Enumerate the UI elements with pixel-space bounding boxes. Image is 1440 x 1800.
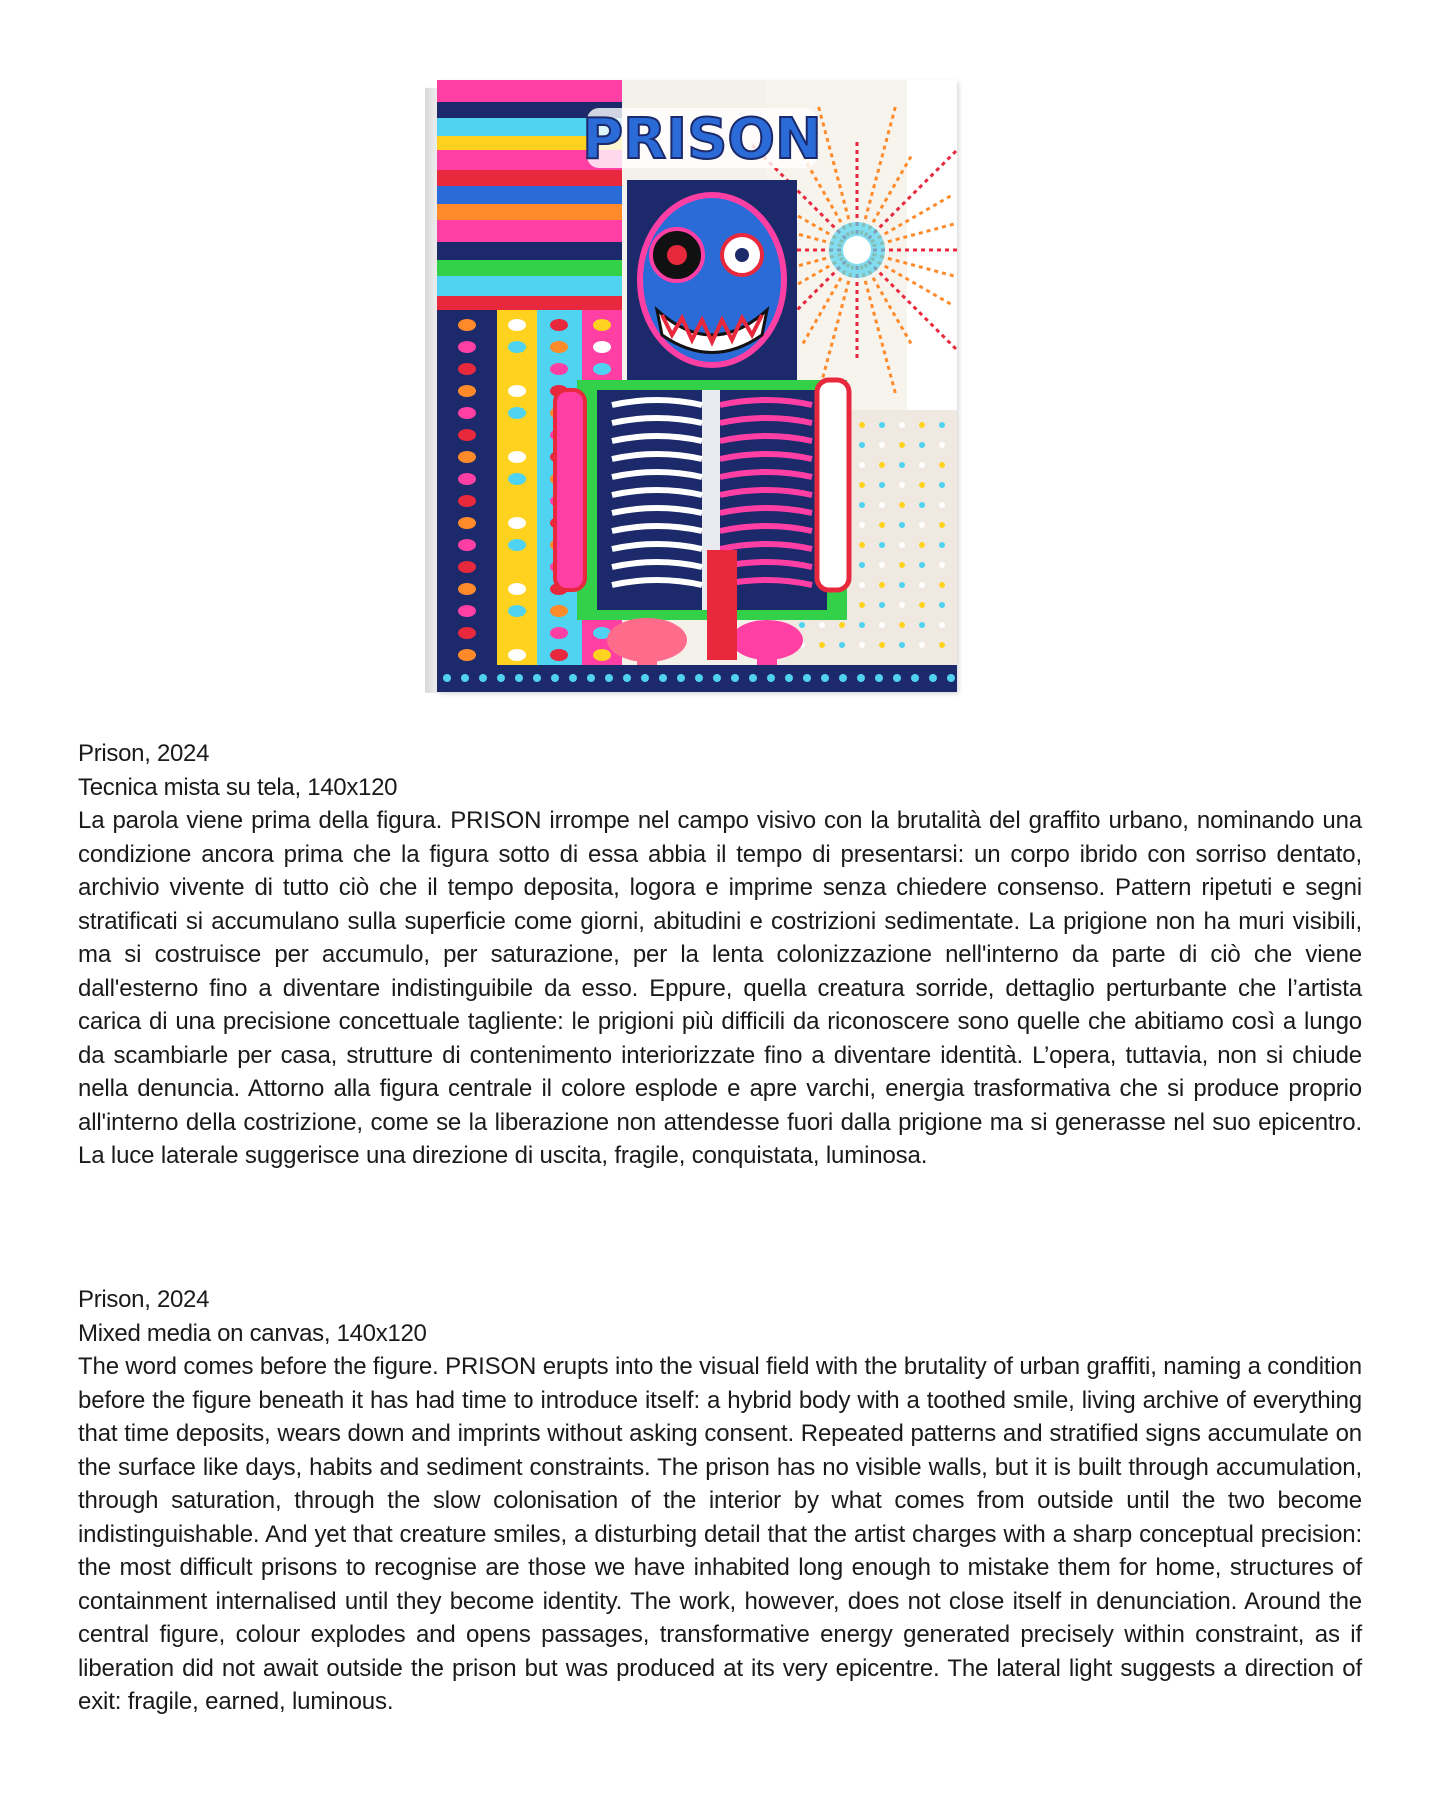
bottom-dots: [443, 674, 955, 682]
artwork-image: [425, 80, 960, 700]
prison-word-wrap: [582, 107, 822, 172]
artwork-title-it: Prison, 2024: [78, 740, 210, 767]
caption-italian: [78, 737, 1362, 1173]
prison-word: PRISON: [582, 107, 822, 172]
artwork-title-en: Prison, 2024: [78, 1286, 210, 1313]
artwork-medium-it: Tecnica mista su tela, 140x120: [78, 773, 398, 801]
painting: [437, 80, 957, 692]
artwork-medium-en: Mixed media on canvas, 140x120: [78, 1319, 427, 1347]
artwork-description-en: The word comes before the figure. PRISON erupts into the visual field with the brutality of urban graffiti, naming a condition before the figure beneath it has had time to introduce itself: a hybrid body with a toothed smile, living archive of everything that time deposits, wears down and imprints without asking consent. Repeated patterns and stratified signs accumulate on the surface like days, habits and sediment constraints. The prison has no visible walls, but it is built through accumulation, through saturation, through the slow colonisation of the interior by what comes from outside until the two become indistinguishable. And yet that creature smiles, a disturbing detail that the artist charges with a sharp conceptual precision: the most difficult prisons to recognise are those we have inhabited long enough to mistake them for home, structures of containment internalised until they become identity. The work, however, does not close itself in denunciation. Around the central figure, colour explodes and opens passages, transformative energy generated precisely within constraint, as if liberation did not await outside the prison but was produced at its very epicentre. The lateral light suggests a direction of exit: fragile, earned, luminous.: [78, 1353, 1363, 1715]
figure-head: [627, 180, 797, 380]
artwork-description-it: La parola viene prima della figura. PRISON irrompe nel campo visivo con la brutalità del graffito urbano, nominando una condizione ancora prima che la figura sotto di essa abbia il tempo di presentarsi: un corpo ibrido con sorriso dentato, archivio vivente di tutto ciò che il tempo deposita, logora e imprime senza chiedere consenso. Pattern ripetuti e segni stratificati si accumulano sulla superficie come giorni, abitudini e costrizioni sedimentate. La prigione non ha muri visibili, ma si costruisce per accumulo, per saturazione, per la lenta colonizzazione nell'interno da parte di ciò che viene dall'esterno fino a diventare indistinguibile da esso. Eppure, quella creatura sorride, dettaglio perturbante che l’artista carica di una precisione concettuale tagliente: le prigioni più difficili da riconoscere sono quelle che abitiamo così a lungo da scambiarle per casa, strutture di contenimento interiorizzate fino a diventare identità. L’opera, tuttavia, non si chiude nella denuncia. Attorno alla figura centrale il colore esplode e apre varchi, energia trasformativa che si produce proprio all'interno della costrizione, come se la liberazione non attendesse fuori dalla prigione ma si generasse nel suo epicentro. La luce laterale suggerisce una direzione di uscita, fragile, conquistata, luminosa.: [78, 807, 1362, 1169]
caption-english: [78, 1283, 1362, 1719]
painting-svg: [437, 80, 957, 692]
